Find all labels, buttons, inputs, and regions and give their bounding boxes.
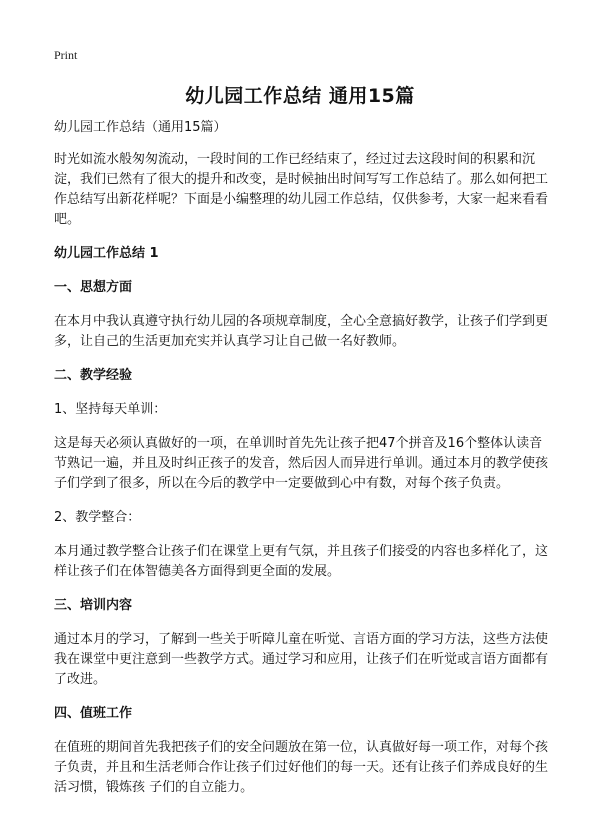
document-body: [54, 118, 550, 812]
document-subtitle: 幼儿园工作总结（通用15篇）: [54, 120, 227, 135]
heading-training: 三、培训内容: [54, 598, 133, 613]
subheading-daily-training: 1、坚持每天单训：: [54, 402, 167, 417]
paragraph-daily-training: 这是每天必须认真做好的一项，在单训时首先先让孩子把47个拼音及16个整体认读音节熟记一遍，并且及时纠正孩子的发音，然后因人而异进行单训。通过本月的教学使孩子们学到了很多，所以在今后的教学中一定要做到心中有数，对每个孩子负责。: [54, 436, 549, 491]
paragraph-thought: 在本月中我认真遵守执行幼儿园的各项规章制度，全心全意搞好教学，让孩子们学到更多，让自己的生活更加充实并认真学习让自己做一名好教师。: [54, 314, 549, 349]
page-title: 幼儿园工作总结 通用15篇: [185, 85, 415, 107]
subheading-integration: 2、教学整合：: [54, 510, 141, 525]
heading-teaching: 二、教学经验: [54, 368, 133, 383]
section-title: 幼儿园工作总结 1: [54, 246, 159, 261]
paragraph-training: 通过本月的学习，了解到一些关于听障儿童在听觉、言语方面的学习方法，这些方法使我在课堂中更注意到一些教学方式。通过学习和应用，让孩子们在听觉或言语方面都有了改进。: [54, 632, 549, 687]
intro-paragraph: 时光如流水般匆匆流动，一段时间的工作已经结束了，经过过去这段时间的积累和沉淀，我们已然有了很大的提升和改变，是时候抽出时间写写工作总结了。那么如何把工作总结写出新花样呢？下面是小编整理的幼儿园工作总结，仅供参考，大家一起来看看吧。: [54, 152, 549, 227]
heading-thought: 一、思想方面: [54, 280, 133, 295]
paragraph-duty: 在值班的期间首先我把孩子们的安全问题放在第一位，认真做好每一项工作，对每个孩子负责，并且和生活老师合作让孩子们过好他们的每一天。还有让孩子们养成良好的生活习惯，锻炼孩 子们的自立能力。: [54, 740, 549, 795]
paragraph-integration: 本月通过教学整合让孩子们在课堂上更有气氛，并且孩子们接受的内容也多样化了，这样让孩子们在体智德美各方面得到更全面的发展。: [54, 544, 549, 579]
print-link[interactable]: Print: [54, 48, 78, 62]
heading-duty: 四、值班工作: [54, 706, 133, 721]
